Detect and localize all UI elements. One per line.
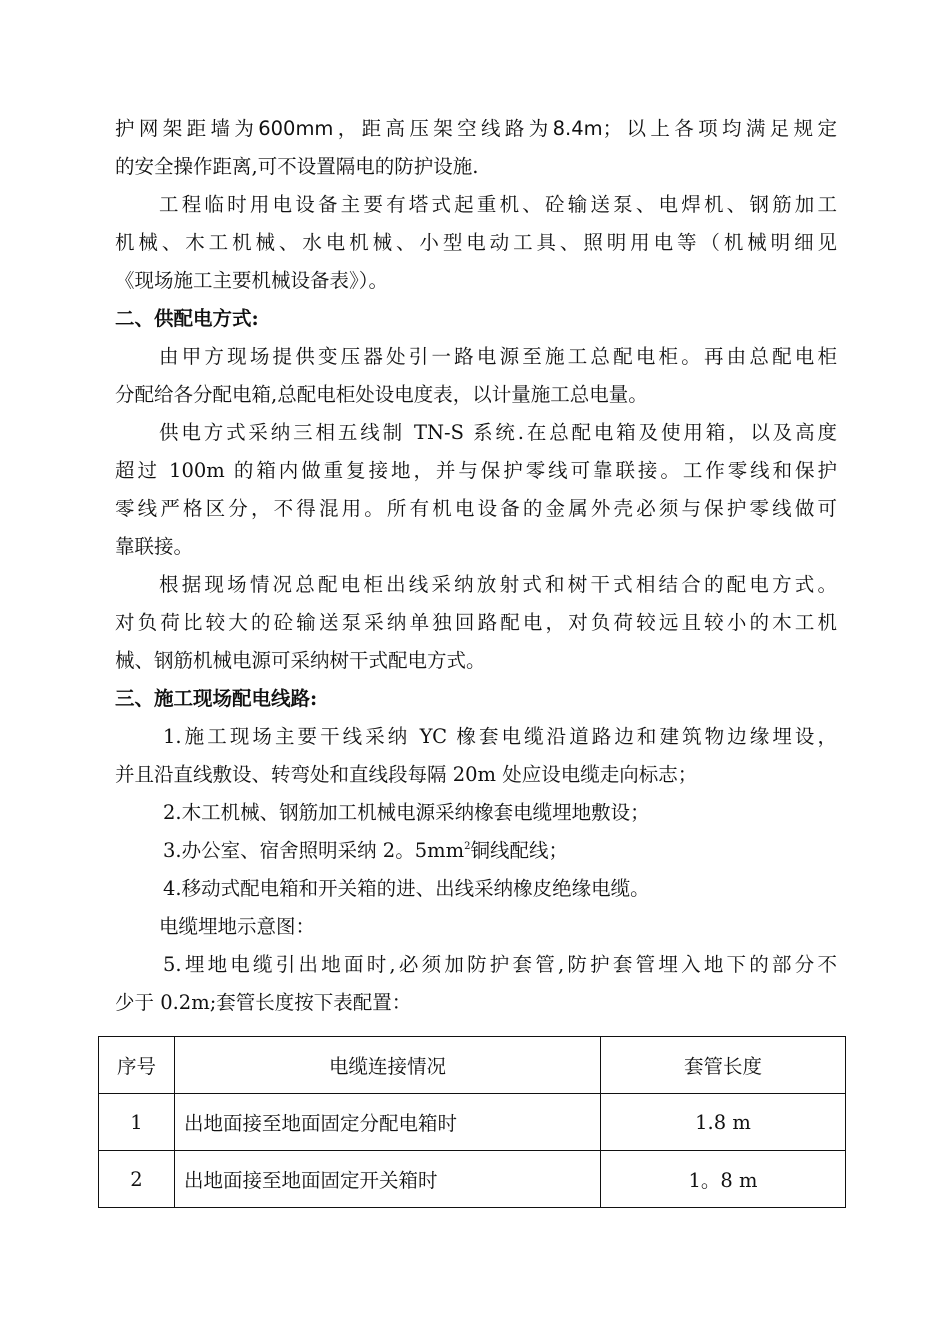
- list-item: 5.埋地电缆引出地面时,必须加防护套管,防护套管埋入地下的部分不: [163, 953, 837, 976]
- section-heading: 三、施工现场配电线路:: [115, 687, 318, 710]
- text-run: 护网架距墙为: [115, 117, 259, 140]
- list-item: 4.移动式配电箱和开关箱的进、出线采纳橡皮绝缘电缆。: [163, 877, 650, 900]
- column-header-index: 序号: [99, 1037, 175, 1094]
- table-cell-connection: 出地面接至地面固定分配电箱时: [175, 1094, 601, 1151]
- paragraph-line: 《现场施工主要机械设备表》）。: [115, 269, 389, 292]
- paragraph-line: 靠联接。: [115, 535, 194, 558]
- list-item-continued: 少于 0.2m;套管长度按下表配置：: [115, 991, 412, 1014]
- table-header-row: [99, 1037, 846, 1094]
- table-cell-index: 1: [99, 1094, 175, 1151]
- paragraph-line: 工程临时用电设备主要有塔式起重机、砼输送泵、电焊机、钢筋加工: [159, 193, 837, 216]
- table-cell-sleeve-length: 1。8 m: [601, 1151, 846, 1208]
- paragraph-line: 超过 100m 的箱内做重复接地，并与保护零线可靠联接。工作零线和保护: [115, 459, 837, 482]
- column-header-sleeve-length: 套管长度: [601, 1037, 846, 1094]
- text-run: ；以上各项均满足规定: [602, 117, 837, 140]
- list-item-continued: 并且沿直线敷设、转弯处和直线段每隔 20m 处应设电缆走向标志；: [115, 763, 698, 786]
- text-run: 铜线配线；: [470, 839, 568, 862]
- distance-value: 600mm: [258, 117, 334, 140]
- paragraph-line: 根据现场情况总配电柜出线采纳放射式和树干式相结合的配电方式。: [159, 573, 837, 596]
- paragraph-line: 械、钢筋机械电源可采纳树干式配电方式。: [115, 649, 486, 672]
- text-run: 3.办公室、宿舍照明采纳 2。5mm: [163, 839, 465, 862]
- paragraph-line: 供电方式采纳三相五线制 TN-S 系统.在总配电箱及使用箱，以及高度: [159, 421, 837, 444]
- text-run: ，距高压架空线路为: [333, 117, 553, 140]
- distance-value: 8.4m: [552, 117, 603, 140]
- document-body: [115, 110, 837, 1022]
- sleeve-length-table: [98, 1036, 846, 1208]
- superscript: 2: [464, 841, 471, 852]
- paragraph-line: 机械、木工机械、水电机械、小型电动工具、照明用电等（机械明细见: [115, 231, 837, 254]
- table-cell-sleeve-length: 1.8 m: [601, 1094, 846, 1151]
- table-cell-index: 2: [99, 1151, 175, 1208]
- section-heading: 二、供配电方式:: [115, 307, 259, 330]
- paragraph-line: 由甲方现场提供变压器处引一路电源至施工总配电柜。再由总配电柜: [159, 345, 837, 368]
- table-row: [99, 1094, 846, 1151]
- list-item: 1.施工现场主要干线采纳 YC 橡套电缆沿道路边和建筑物边缘埋设，: [163, 725, 837, 748]
- paragraph-line: [115, 110, 837, 148]
- table-row: [99, 1151, 846, 1208]
- diagram-caption: 电缆埋地示意图：: [159, 915, 316, 938]
- list-item: 2.木工机械、钢筋加工机械电源采纳橡套电缆埋地敷设；: [163, 801, 650, 824]
- column-header-connection: 电缆连接情况: [175, 1037, 601, 1094]
- list-item: [115, 832, 837, 870]
- paragraph-line: 零线严格区分，不得混用。所有机电设备的金属外壳必须与保护零线做可: [115, 497, 837, 520]
- table-cell-connection: 出地面接至地面固定开关箱时: [175, 1151, 601, 1208]
- paragraph-line: 分配给各分配电箱,总配电柜处设电度表，以计量施工总电量。: [115, 383, 648, 406]
- paragraph-line: 对负荷比较大的砼输送泵采纳单独回路配电，对负荷较远且较小的木工机: [115, 611, 837, 634]
- paragraph-line: 的安全操作距离,可不设置隔电的防护设施.: [115, 155, 479, 178]
